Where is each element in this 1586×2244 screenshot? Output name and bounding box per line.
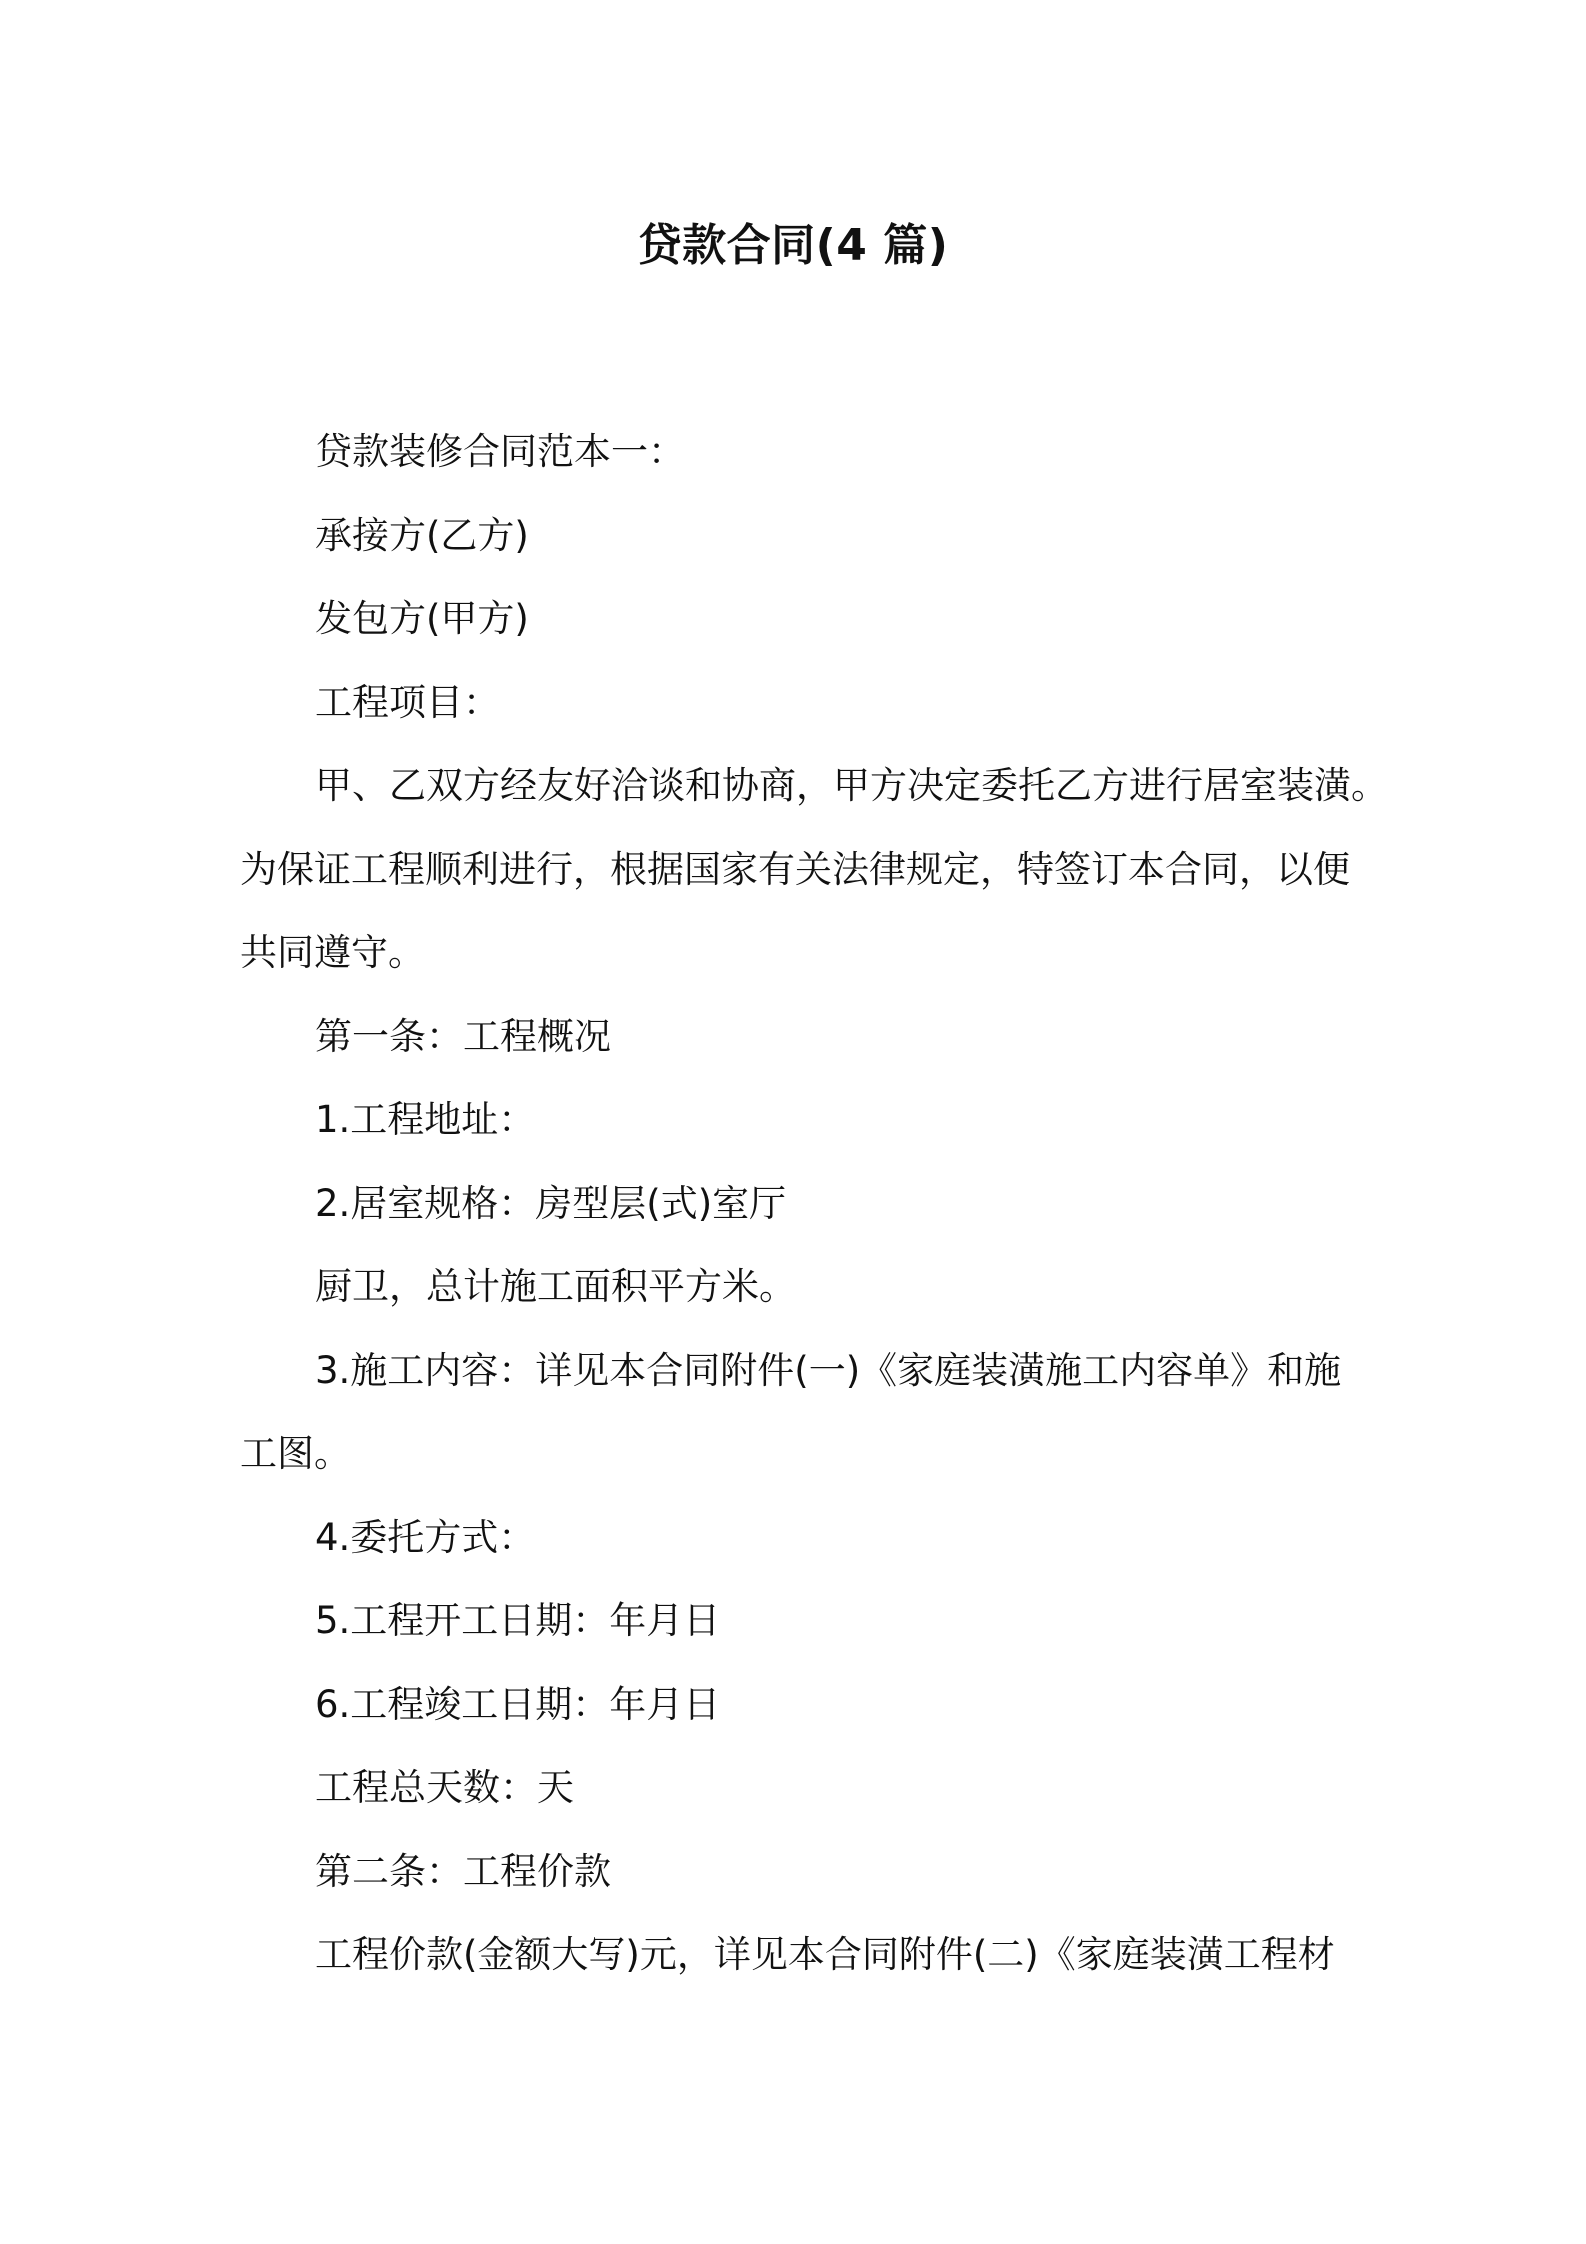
paragraph-line: 5.工程开工日期：年月日: [315, 1599, 721, 1642]
paragraph-line: 厨卫，总计施工面积平方米。: [315, 1265, 796, 1308]
section-heading: 第一条：工程概况: [315, 1014, 611, 1058]
paragraph-line: 工程项目：: [315, 680, 500, 724]
paragraph-line: 甲、乙双方经友好洽谈和协商，甲方决定委托乙方进行居室装潢。: [315, 764, 1388, 807]
paragraph-line: 6.工程竣工日期：年月日: [315, 1682, 721, 1726]
paragraph-line: 贷款装修合同范本一：: [315, 430, 685, 473]
paragraph-line: 工图。: [240, 1432, 351, 1475]
paragraph-line: 1.工程地址：: [315, 1098, 536, 1141]
paragraph-line: 工程价款(金额大写)元，详见本合同附件(二)《家庭装潢工程材: [315, 1933, 1335, 1976]
paragraph-line: 承接方(乙方): [315, 513, 529, 557]
document-body: [240, 410, 1388, 1997]
paragraph-line: 为保证工程顺利进行，根据国家有关法律规定，特签订本合同，以便: [240, 847, 1350, 891]
paragraph-line: 4.委托方式：: [315, 1515, 536, 1559]
document-title: 贷款合同(4 篇): [637, 220, 949, 271]
paragraph-line: 发包方(甲方): [315, 597, 529, 640]
paragraph-line: 3.施工内容：详见本合同附件(一)《家庭装潢施工内容单》和施: [315, 1348, 1342, 1392]
paragraph-line: 共同遵守。: [240, 931, 425, 974]
section-heading: 第二条：工程价款: [315, 1849, 611, 1893]
paragraph-line: 工程总天数：天: [315, 1766, 574, 1809]
paragraph-line: 2.居室规格：房型层(式)室厅: [315, 1181, 787, 1225]
